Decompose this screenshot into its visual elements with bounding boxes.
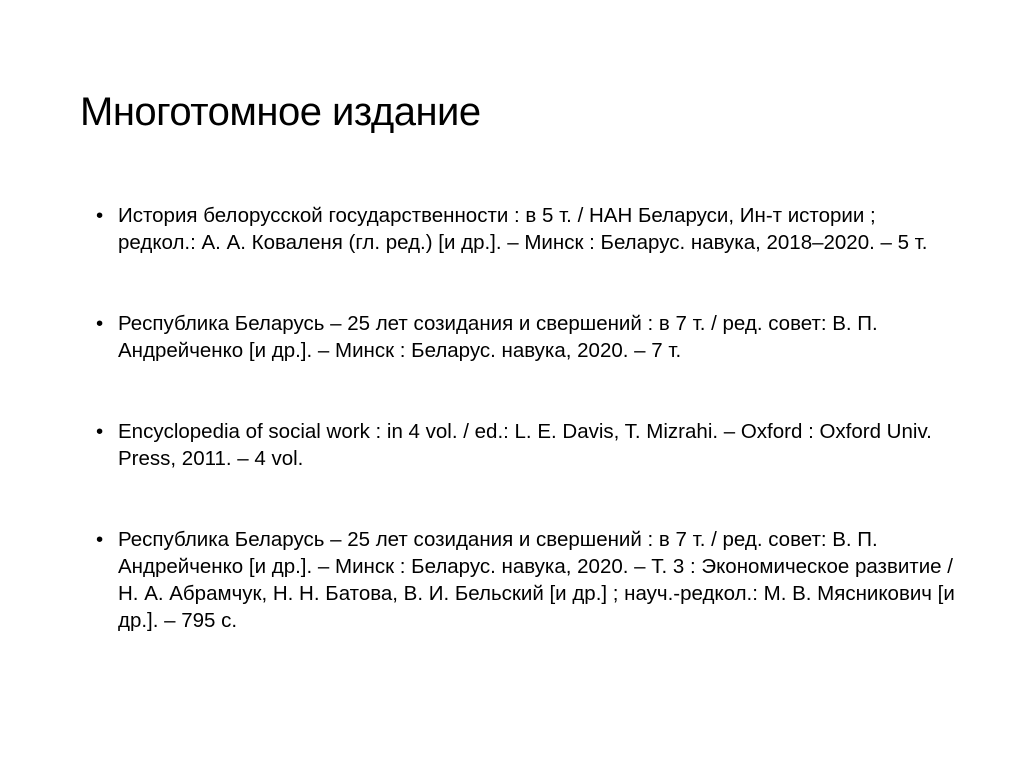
list-item [96,202,956,256]
entry-text: Республика Беларусь – 25 лет созидания и свершений : в 7 т. / ред. совет: В. П. Андрейченко [и др.]. – Минск : Беларус. навука, 2020. – 7 т. [118,312,878,362]
list-item [96,310,956,364]
bibliography-list [96,202,956,634]
bullet-icon: • [96,204,104,227]
entry-text: Республика Беларусь – 25 лет созидания и свершений : в 7 т. / ред. совет: В. П. Андрейченко [и др.]. – Минск : Беларус. навука, 2020. – Т. 3 : Экономическое развитие / Н. А. Абрамчук, Н. Н. Батова, В. И. Бельский [и др.] ; науч.-редкол.: М. В. Мясникович [и др.]. – 795 с. [118,528,955,632]
entry-text: История белорусской государственности : в 5 т. / НАН Беларуси, Ин-т истории ; редкол.: А. А. Коваленя (гл. ред.) [и др.]. – Минск : Беларус. навука, 2018–2020. – 5 т. [118,204,928,254]
bullet-icon: • [96,312,104,335]
list-item [96,418,956,472]
list-item [96,526,956,634]
entry-text: Encyclopedia of social work : in 4 vol. / ed.: L. E. Davis, T. Mizrahi. – Oxford : Oxford Univ. Press, 2011. – 4 vol. [118,420,932,470]
bullet-icon: • [96,420,104,443]
bullet-icon: • [96,528,104,551]
slide-title: Многотомное издание [80,90,481,134]
